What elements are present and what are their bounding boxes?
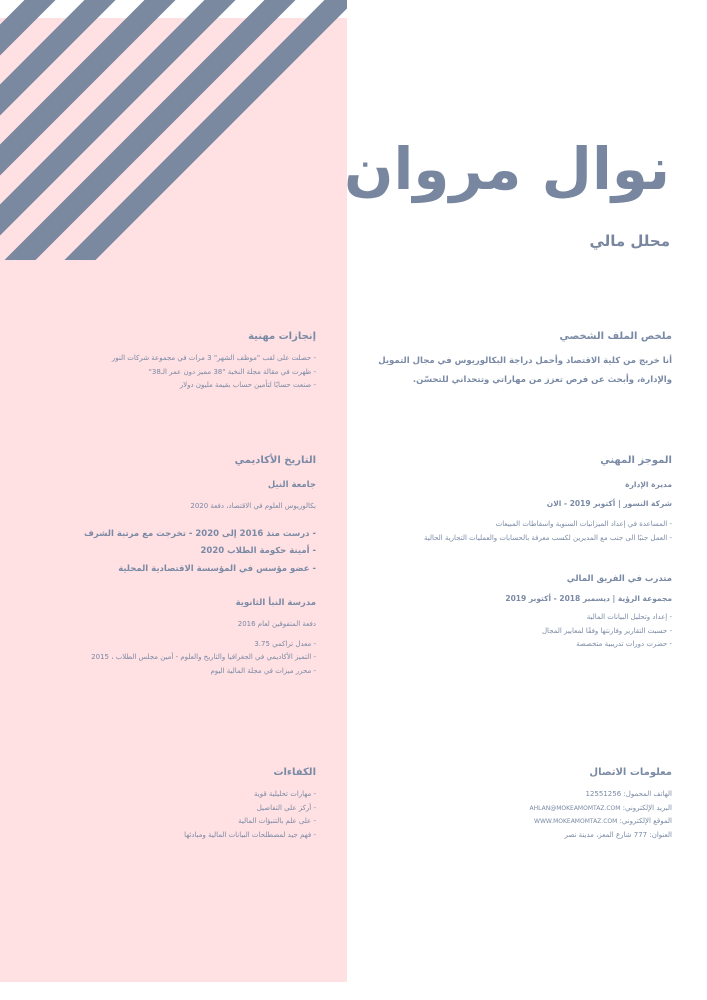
job-bullet: - إعداد وتحليل البيانات المالية	[586, 613, 672, 621]
university-degree: بكالوريوس العلوم في الاقتصاد، دفعة 2020	[190, 502, 316, 510]
school-point: - معدل تراكمي 3.75	[254, 639, 316, 648]
skill-item: - على علم بالتنبؤات المالية	[238, 817, 316, 825]
achievements-section	[16, 331, 316, 393]
contact-section	[352, 767, 672, 842]
school-class: دفعة المتفوقين لعام 2016	[237, 620, 316, 628]
job-title-2: متدرب في الفريق المالي	[566, 574, 672, 584]
university-point: - عضو مؤسس في المؤسسة الاقتصادية المحلية	[118, 563, 316, 574]
job-bullet: - حسبت التقارير وفارنتها وفقًا لمعايير المجال	[541, 626, 672, 635]
decorative-stripes	[0, 0, 347, 260]
job-bullet: - المساعدة في إعداد الميزانيات السنوية واسقاطات المبيعات	[495, 520, 672, 528]
university-name: جامعة النيل	[267, 480, 316, 490]
education-section	[16, 455, 316, 678]
address-label: العنوان:	[649, 830, 672, 839]
skills-heading: الكفاءات	[273, 767, 316, 778]
contact-address	[352, 829, 672, 843]
skills-section	[16, 767, 316, 842]
job-title-1: مديرة الإدارة	[625, 480, 672, 489]
school-name: مدرسة النبأ الثانوية	[235, 598, 316, 608]
job-bullet: - العمل جنبًا الى جنب مع المديرين لكسب معرفة بالحسابات والعمليات التجارية الحالية	[424, 533, 672, 542]
summary-section	[352, 331, 672, 390]
website-label: الموقع الإلكتروني:	[619, 817, 672, 825]
contact-phone	[352, 788, 672, 802]
school-point: - التميز الأكاديمي في الجغرافيا والتاريخ والعلوم - أمين مجلس الطلاب ، 2015	[91, 653, 316, 661]
experience-heading: الموجز المهني	[600, 455, 672, 466]
contact-website	[352, 815, 672, 829]
email-value: AHLAN@MOKEAMOMTAZ.COM	[529, 804, 621, 812]
address-value: 777 شارع المعز، مدينة نصر	[564, 830, 648, 839]
phone-value: 12551256	[585, 790, 622, 798]
school-point: - محرر ميزات في مجلة المالية اليوم	[210, 666, 316, 675]
person-name: نوال مروان	[344, 135, 670, 203]
achievement-item: - حصلت على لقب "موظف الشهر" 3 مرات في مجموعة شركات النور	[111, 354, 316, 362]
email-label: البريد الإلكتروني:	[622, 803, 672, 812]
summary-line: أنا خريج من كلية الاقتصاد وأحمل دراجة البكالوريوس في مجال التمويل	[378, 356, 672, 366]
university-point: - درست منذ 2016 إلى 2020 - تخرجت مع مرتبة الشرف	[83, 528, 316, 539]
summary-line: والإدارة، وأبحث عن فرص تعزز من مهاراتي وتتحداني للتحسّن.	[412, 375, 672, 385]
job-company-1: شركة النسور | أكتوبر 2019 - الان	[546, 499, 672, 508]
job-bullet: - حضرت دورات تدريبية متخصصة	[576, 640, 672, 648]
achievement-item: - صنعت حسابًا لتأمين حساب بقيمة مليون دولار	[179, 381, 316, 389]
contact-email	[352, 802, 672, 816]
university-point: - أمينة حكومة الطلاب 2020	[200, 546, 316, 556]
achievements-heading: إنجازات مهنية	[248, 331, 316, 342]
phone-label: الهاتف المحمول:	[623, 790, 672, 798]
website-value: WWW.MOKEAMOMTAZ.COM	[534, 818, 618, 825]
skill-item: - فهم جيد لمصطلحات البيانات المالية ومبادئها	[184, 830, 316, 839]
skill-item: - مهارات تحليلية قوية	[254, 790, 316, 798]
experience-section	[352, 455, 672, 652]
skill-item: - أركز على التفاصيل	[256, 803, 316, 812]
contact-heading: معلومات الاتصال	[589, 767, 672, 778]
job-title: محلل مالي	[589, 232, 670, 250]
summary-heading: ملخص الملف الشخصي	[559, 331, 672, 342]
job-company-2: مجموعة الرؤية | ديسمبر 2018 - أكتوبر 2019	[505, 594, 672, 603]
education-heading: التاريخ الأكاديمي	[234, 455, 316, 466]
achievement-item: - ظهرت في مقالة مجلة النخبة "38 مميز دون عمر الـ38"	[148, 367, 316, 376]
